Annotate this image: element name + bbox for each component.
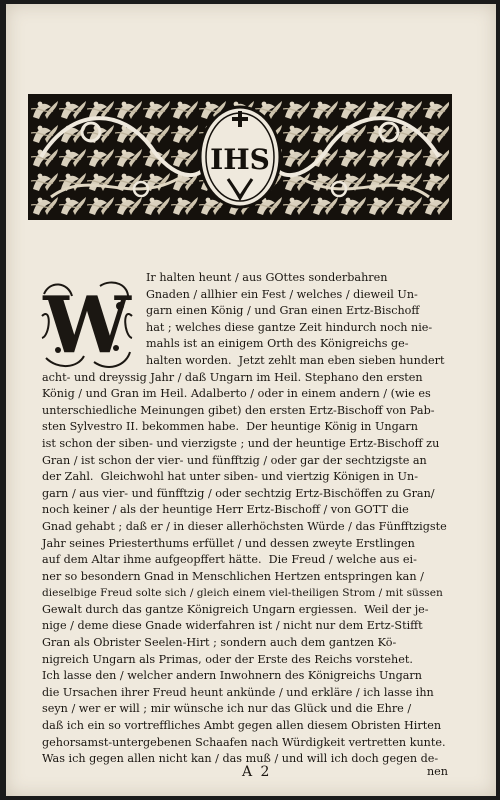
text-line: auf dem Altar ihme aufgeopffert hätte. Die Freud / welche aus ei- (42, 553, 417, 567)
text-line: Gnaden / allhier ein Fest / welches / dieweil Un- (146, 287, 418, 301)
text-line: Gewalt durch das gantze Königreich Ungarn ergiessen. Weil der je- (42, 602, 429, 616)
catchword: nen (426, 765, 448, 778)
text-line: acht- und dreyssig Jahr / daß Ungarn im Heil. Stephano den ersten (42, 370, 423, 384)
text-line: hat ; welches diese gantze Zeit hindurch noch nie- (146, 320, 433, 334)
text-line: garn einen König / und Gran einen Ertz-Bischoff (146, 304, 420, 318)
text-line: der Zahl. Gleichwohl hat unter siben- und viertzig Königen in Un- (42, 470, 418, 484)
body-text (42, 270, 448, 768)
text-line: ist schon der siben- und vierzigste ; und der heuntige Ertz-Bischoff zu (42, 436, 440, 450)
text-line: sten Sylvestro II. bekommen habe. Der heuntige König in Ungarn (42, 420, 418, 434)
headpiece-ornament (31, 97, 449, 217)
text-line: Was ich gegen allen nicht kan / das muß / und will ich doch gegen de- (42, 752, 439, 766)
text-line: daß ich ein so vortreffliches Ambt gegen allen diesem Obristen Hirten (42, 719, 442, 733)
text-line: Ir halten heunt / aus GOttes sonderbahren (146, 271, 388, 284)
text-line: ner so besondern Gnad in Menschlichen Hertzen entspringen kan / (42, 569, 424, 583)
text-line: noch keiner / als der heuntige Herr Ertz-Bischoff / von GOTT die (42, 503, 409, 517)
text-line: halten worden. Jetzt zehlt man eben sieben hundert (146, 353, 445, 367)
text-line: Gnad gehabt ; daß er / in dieser allerhöchsten Würde / das Fünfftzigste (42, 519, 447, 533)
text-line: nigreich Ungarn als Primas, oder der Erste des Reichs vorstehet. (42, 652, 413, 666)
text-line: Gran / ist schon der vier- und fünfftzig / oder gar der sechtzigste an (42, 453, 427, 467)
text-line: gehorsamst-untergebenen Schaafen nach Würdigkeit vertretten kunte. (42, 735, 446, 749)
ornamental-headpiece (28, 94, 452, 220)
text-line: Ich lasse den / welcher andern Inwohnern des Königreichs Ungarn (42, 669, 422, 683)
text-line: die Ursachen ihrer Freud heunt ankünde / und erkläre / ich lasse ihn (42, 685, 434, 699)
text-line: seyn / wer er will ; mir wünsche ich nur das Glück und die Ehre / (42, 702, 412, 716)
text-line: König / und Gran im Heil. Adalberto / oder in einem andern / (wie es (42, 387, 431, 401)
text-line: mahls ist an einigem Orth des Königreichs ge- (146, 337, 409, 351)
initial-letter: W (43, 280, 131, 371)
text-line: dieselbige Freud solte sich / gleich einem viel-theiligen Strom / mit süssen (42, 587, 443, 600)
document-page (6, 4, 496, 796)
page-footer (42, 764, 448, 782)
text-line: garn / aus vier- und fünfftzig / oder sechtzig Ertz-Bischöffen zu Gran/ (42, 486, 435, 500)
text-line: Gran als Obrister Seelen-Hirt ; sondern auch dem gantzen Kö- (42, 636, 397, 650)
signature-mark: A 2 (242, 764, 272, 780)
text-line: Jahr seines Priesterthums erfüllet / und dessen zweyte Erstlingen (42, 536, 415, 550)
text-line: unterschiedliche Meinungen gibet) den ersten Ertz-Bischoff von Pab- (42, 403, 435, 417)
ihs-monogram: IHS (210, 143, 270, 176)
text-line: nige / deme diese Gnade widerfahren ist / nicht nur dem Ertz-Stifft (42, 619, 423, 633)
